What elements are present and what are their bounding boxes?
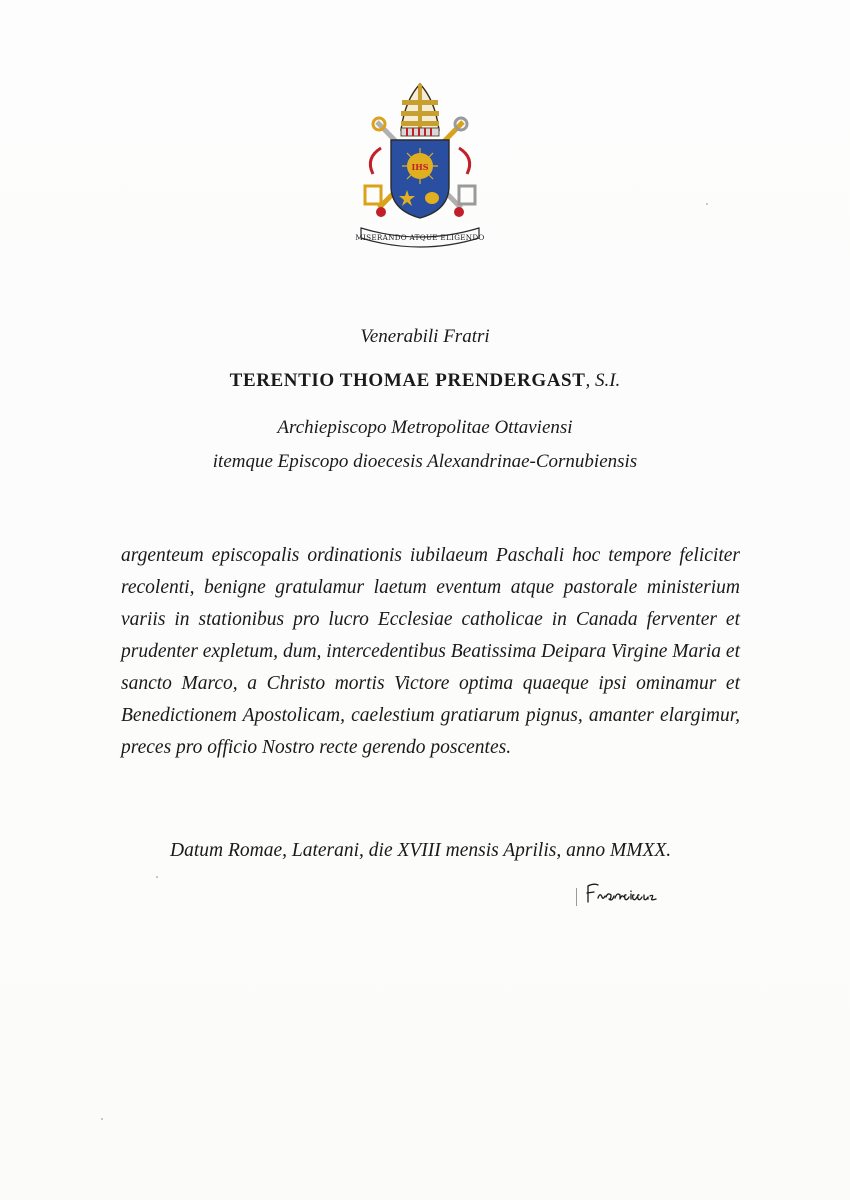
signature-text xyxy=(584,880,585,881)
signature xyxy=(584,880,674,908)
letter-body: argenteum episcopalis ordinationis iubilaeum Paschali hoc tempore feliciter recolenti, benigne gratulamur laetum eventum atque pastorale ministerium variis in stationibus pro lucro Ecclesiae catholicae in Canada ferventer et prudenter expletum, dum, intercedentibus Beatissima Deipara Virgine Maria et sancto Marco, a Christo mortis Victore optima quaeque ipsi ominamur et Benedictionem Apostolicam, caelestium gratiarum pignus, amanter elargimur, preces pro officio Nostro recte gerendo poscentes. xyxy=(121,545,740,758)
recipient-title-2: itemque Episcopo dioecesis Alexandrinae-Cornubiensis xyxy=(212,451,638,472)
svg-text:IHS: IHS xyxy=(411,162,429,172)
page-mark xyxy=(576,888,577,906)
papal-coat-of-arms-icon xyxy=(355,78,485,250)
recipient-title-1: Archiepiscopo Metropolitae Ottaviensi xyxy=(277,417,573,438)
dating-line: Datum Romae, Laterani, die XVIII mensis Aprilis, anno MMXX. xyxy=(170,840,672,861)
recipient-name: TERENTIO THOMAE PRENDERGAST xyxy=(229,370,586,391)
paper-speck xyxy=(156,876,158,878)
recipient-line xyxy=(0,370,850,392)
recipient-order: , S.I. xyxy=(585,370,621,391)
paper-speck xyxy=(706,203,708,205)
svg-text:MISERANDO ATQUE ELIGENDO: MISERANDO ATQUE ELIGENDO xyxy=(355,233,485,242)
paper-speck xyxy=(101,1118,103,1120)
salutation: Venerabili Fratri xyxy=(360,326,490,347)
